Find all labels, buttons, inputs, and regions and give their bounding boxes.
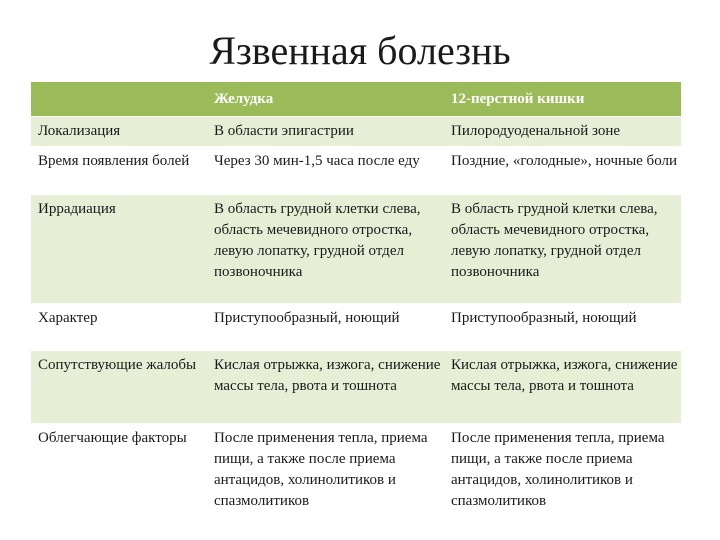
duodenum-cell: Приступообразный, ноющий — [451, 309, 637, 326]
row-label: Облегчающие факторы — [38, 429, 187, 446]
duodenum-cell: Пилородуоденальной зоне — [451, 122, 620, 139]
comparison-table — [31, 82, 681, 529]
table-row — [31, 423, 681, 529]
stomach-cell: В области эпигастрии — [214, 122, 354, 139]
row-label: Локализация — [38, 122, 121, 139]
duodenum-cell: В область грудной клетки слева, область мечевидного отростка, левую лопатку, грудной отдел позвоночника — [451, 200, 658, 280]
header-cell-duodenum: 12-перстной кишки — [451, 91, 585, 108]
header-cell-empty — [31, 82, 207, 116]
header-cell-stomach: Желудка — [214, 91, 274, 108]
stomach-cell: Приступообразный, ноющий — [214, 309, 400, 326]
table-row — [31, 350, 681, 423]
table-row — [31, 194, 681, 303]
stomach-cell: В область грудной клетки слева, область мечевидного отростка, левую лопатку, грудной отдел позвоночника — [214, 200, 421, 280]
duodenum-cell: После применения тепла, приема пищи, а также после приема антацидов, холинолитиков и спазмолитиков — [451, 429, 665, 509]
table-row — [31, 303, 681, 350]
row-label: Иррадиация — [38, 200, 116, 217]
row-label: Сопутствующие жалобы — [38, 356, 197, 373]
stomach-cell: После применения тепла, приема пищи, а также после приема антацидов, холинолитиков и спазмолитиков — [214, 429, 428, 509]
row-label: Время появления болей — [38, 152, 190, 169]
slide-title: Язвенная болезнь — [209, 28, 511, 73]
table-header-row — [31, 82, 681, 116]
table-row — [31, 116, 681, 146]
duodenum-cell: Поздние, «голодные», ночные боли — [451, 152, 678, 169]
row-label: Характер — [38, 309, 98, 326]
stomach-cell: Через 30 мин-1,5 часа после еду — [214, 152, 420, 169]
table-row — [31, 146, 681, 194]
stomach-cell: Кислая отрыжка, изжога, снижение массы тела, рвота и тошнота — [214, 356, 441, 394]
duodenum-cell: Кислая отрыжка, изжога, снижение массы тела, рвота и тошнота — [451, 356, 678, 394]
